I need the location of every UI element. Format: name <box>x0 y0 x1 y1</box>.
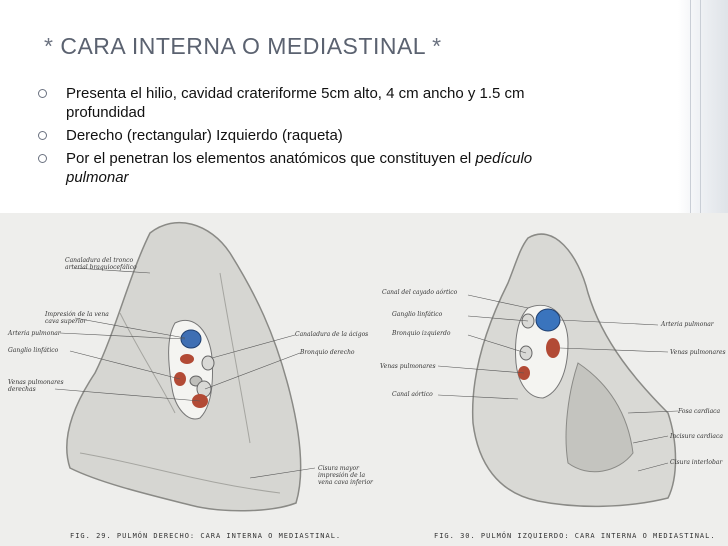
bullet-item <box>36 149 596 187</box>
figure-label: Arteria pulmonar <box>8 330 61 337</box>
right-lung-figure <box>0 213 378 546</box>
bullet-item <box>36 126 596 145</box>
figure-label: Ganglio linfático <box>8 347 59 354</box>
bullet-italic-text: pedículo pulmonar <box>66 150 533 186</box>
figure-caption: FIG. 29. PULMÓN DERECHO: CARA INTERNA O MEDIASTINAL. <box>70 532 342 540</box>
circle-bullet-icon <box>38 154 47 163</box>
figure-label: Impresión de la vena cava superior <box>45 311 109 325</box>
figure-label: Fosa cardiaca <box>678 408 721 415</box>
figure-label: Canaladura de la ácigos <box>295 331 369 338</box>
bullet-item <box>36 84 596 122</box>
figure-label: Ganglio linfático <box>392 311 443 318</box>
figure-label: Canal aórtico <box>392 391 433 398</box>
figure-label: Canal del cayado aórtico <box>382 289 458 296</box>
figure-label: Arteria pulmonar <box>661 321 714 328</box>
figure-label: Bronquio derecho <box>300 349 355 356</box>
circle-bullet-icon <box>38 89 47 98</box>
figure-label: Cisura mayor impresión de la vena cava inferior <box>318 465 373 486</box>
figure-label: Venas pulmonares <box>670 349 726 356</box>
figure-label: Incisura cardiaca <box>670 433 723 440</box>
figure-label: Canaladura del tronco arterial braquiocefálico <box>65 257 137 271</box>
figure-label: Cisura interlobar <box>670 459 723 466</box>
bullet-text: Por el penetran los elementos anatómicos que constituyen el <box>66 150 476 167</box>
circle-bullet-icon <box>38 131 47 140</box>
bullet-text: Derecho (rectangular) Izquierdo (raqueta) <box>66 127 343 144</box>
figure-caption: FIG. 30. PULMÓN IZQUIERDO: CARA INTERNA O MEDIASTINAL. <box>434 532 716 540</box>
figure-label: Venas pulmonares <box>380 363 436 370</box>
title-star: * <box>432 33 442 59</box>
figure-label: Venas pulmonares derechas <box>8 379 64 393</box>
bullet-text: Presenta el hilio, cavidad crateriforme 5cm alto, 4 cm ancho y 1.5 cm profundidad <box>66 85 525 121</box>
title-star: * <box>44 33 54 59</box>
left-lung-illustration <box>378 213 728 546</box>
bullet-list <box>36 84 596 191</box>
title-text: CARA INTERNA O MEDIASTINAL <box>60 33 426 59</box>
left-lung-figure <box>378 213 728 546</box>
slide-title <box>44 33 442 60</box>
figure-label: Bronquio izquierdo <box>392 330 451 337</box>
